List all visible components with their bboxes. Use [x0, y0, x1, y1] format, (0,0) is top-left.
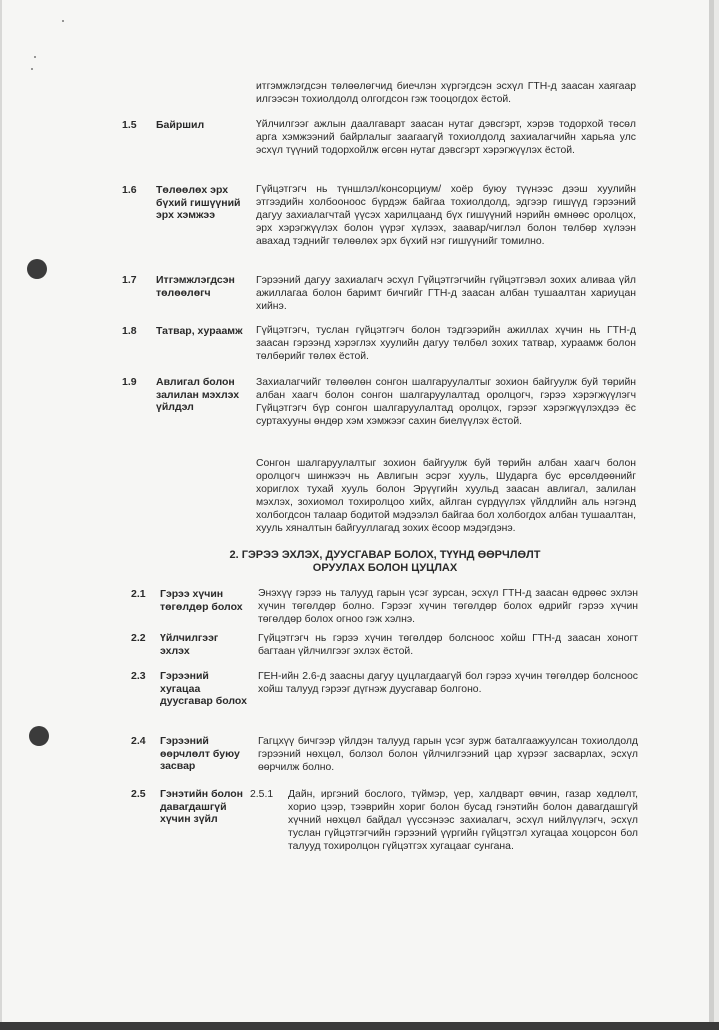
clause-title: Гэрээний өөрчлөлт буюу засвар: [160, 735, 240, 772]
section-heading-line1: 2. ГЭРЭЭ ЭХЛЭХ, ДУУСГАВАР БОЛОХ, ТҮҮНД ӨӨРЧЛӨЛТ: [229, 549, 541, 561]
clause-number: 1.6: [122, 184, 137, 196]
clause-text: Гагцхүү бичгээр үйлдэн талууд гарын үсэг зурж баталгаажуулсан тохиолдолд гэрээний нөхцөл, болзол болон үйлчилгээний цар хүрээг засварлах, эсхүл өөрчилж болно.: [258, 736, 638, 773]
clause-title: Гэрээ хүчин төгөлдөр болох: [160, 588, 243, 613]
clause-title: Төлөөлөх эрх бүхий гишүүний эрх хэмжээ: [156, 184, 241, 221]
clause-text: Энэхүү гэрээ нь талууд гарын үсэг зурсан, эсхүл ГТН-д заасан өдрөөс эхлэн хүчин төгөлдөр болно. Гэрээг хүчин төгөлдөр болох өдрийг гэрээ хүчин төгөлдөр болох огноо гэж хэлнэ.: [258, 588, 638, 625]
clause-text: ГЕН-ийн 2.6-д заасны дагуу цуцлагдаагүй бол гэрээ хүчин төгөлдөр болсноос хойш талууд гэрээг дүгнэж дуусгавар болгоно.: [258, 671, 638, 695]
clause-number: 1.8: [122, 325, 137, 337]
clause-title: Итгэмжлэгдсэн төлөөлөгч: [156, 274, 235, 299]
clause-number: 2.1: [131, 588, 146, 600]
page-edge: [709, 0, 714, 1022]
clause-text-continued: Сонгон шалгаруулалтыг зохион байгуулж буй төрийн албан хаагч болон оролцогч шинжээч нь Авлигын эсрэг хууль, Шударга бус өрсөлдөөнийг хориглох тухай хууль болон Эрүүгийн хуульд заасан авлигал, залилан мэхлэх, зохиомол тохиролцоо хийх, айлган сүрдүүлэх үйлдлийн аль нэгэнд холбогдсон талаар бодитой мэдээлэл байгаа бол холбогдох албан тушаалтан, хууль хяналтын байгууллагад зохих ёсоор мэдэгдэнэ.: [256, 458, 636, 534]
punch-hole-icon: [27, 259, 47, 279]
scan-speck: [62, 20, 64, 22]
subclause-number: 2.5.1: [250, 789, 274, 800]
clause-text: Гэрээний дагуу захиалагч эсхүл Гүйцэтгэгчийн гүйцэтгэвэл зохих аливаа үйл ажиллагаа болон баримт бичгийг ГТН-д заасан албан тушаалтан хариуцан хийнэ.: [256, 275, 636, 312]
clause-title: Гэнэтийн болон давагдашгүй хүчин зүйл: [160, 788, 243, 825]
scan-border: [0, 1022, 719, 1030]
clause-title: Татвар, хураамж: [156, 325, 243, 337]
clause-text: Гүйцэтгэгч нь түншлэл/консорциум/ хоёр буюу түүнээс дээш хуулийн этгээдийн холбооноос бүрдэж байгаа тохиолдолд, эдгээр гишүүд гэрээний дагуу захиалагчтай үүсэх харилцаанд бүх гишүүний нэрийн өмнөөс оролцох, эрх хэрэгжүүлэх болон үүрэг хүлээх, заавар/чиглэл болон төлбөр хүлээн авахад тэднийг төлөөлөх эрх бүхий нэг гишүүнийг томилно.: [256, 184, 636, 247]
clause-title: Авлигал болон залилан мэхлэх үйлдэл: [156, 376, 240, 413]
clause-number: 1.7: [122, 274, 137, 286]
clause-text: Захиалагчийг төлөөлөн сонгон шалгаруулалтыг зохион байгуулж буй төрийн албан хаагч болон сонгон шалгаруулалтад оролцогч, гэрээ хэрэгжүүлэгч Гүйцэтгэгч бүр сонгон шалгаруулалтад оролцох, гэрээг хэрэгжүүлэхдээ ёс суртахууны өндөр хэм хэмжээг сахин биелүүлэх ёстой.: [256, 377, 636, 427]
clause-number: 2.2: [131, 632, 146, 644]
section-heading-line2: ОРУУЛАХ БОЛОН ЦУЦЛАХ: [312, 562, 458, 574]
clause-number: 2.3: [131, 670, 146, 682]
clause-text: Гүйцэтгэгч, туслан гүйцэтгэгч болон тэдгээрийн ажиллах хүчин нь ГТН-д заасан гэрээнд хэрэглэх хуулийн дагуу төлбөл зохих татвар, хураамж болон төлбөрийг төлөх ёстой.: [256, 325, 636, 362]
punch-hole-icon: [29, 726, 49, 746]
clause-number: 1.9: [122, 376, 137, 388]
clause-number: 2.4: [131, 735, 146, 747]
clause-text: Дайн, иргэний бослого, түймэр, үер, халдварт өвчин, газар хөдлөлт, хорио цээр, тээврийн хориг болон бусад гэнэтийн болон давагдашгүй хүчний нөхцөл байдал үүссэнээс захиалагч, эсхүл нийлүүлэгч, эсхүл туслан гүйцэтгэгчийн гэрээний үүргийн гүйцэтгэл хугацаа хоцорсон бол талууд тохиролцон гүйцэтгэх хугацааг сунгана.: [288, 789, 638, 852]
intro-paragraph: итгэмжлэгдсэн төлөөлөгчид биечлэн хүргэгдсэн эсхүл ГТН-д заасан хаягаар илгээсэн тохиолдолд олгогдсон гэж тооцогдох ёстой.: [256, 81, 636, 105]
clause-text: Үйлчилгээг ажлын даалгаварт заасан нутаг дэвсгэрт, хэрэв тодорхой төсөл арга хэмжээний байрлалыг заагаагүй тохиолдолд захиалагчийн харьяа улс эсхүл түүний тодорхойлж өгсөн нутаг дэвсгэрт хэрэгжүүлэх ёстой.: [256, 119, 636, 156]
clause-number: 2.5: [131, 788, 146, 800]
section-heading: [190, 549, 580, 575]
clause-title: Гэрээний хугацаа дуусгавар болох: [160, 670, 247, 707]
clause-text: Гүйцэтгэгч нь гэрээ хүчин төгөлдөр болсноос хойш ГТН-д заасан хоногт багтаан үйлчилгээг эхлэх ёстой.: [258, 633, 638, 657]
clause-number: 1.5: [122, 119, 137, 131]
clause-title: Үйлчилгээг эхлэх: [160, 632, 219, 657]
scan-speck: [34, 56, 36, 58]
scan-speck: [31, 68, 33, 70]
clause-title: Байршил: [156, 119, 205, 131]
